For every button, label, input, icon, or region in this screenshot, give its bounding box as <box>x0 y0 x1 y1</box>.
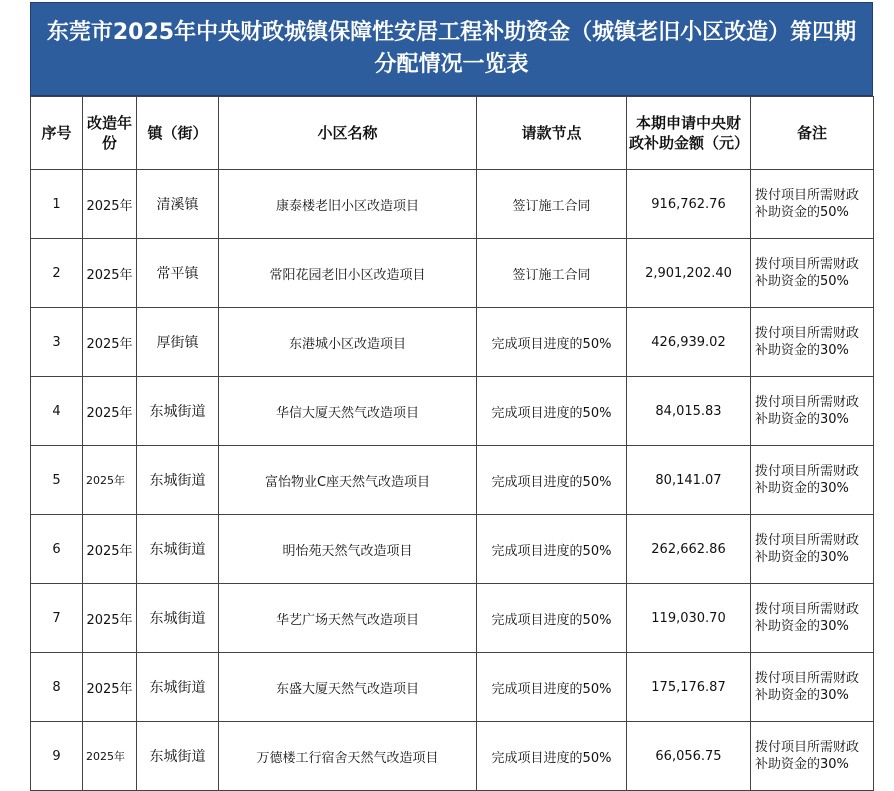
cell-year: 2025年 <box>83 308 137 377</box>
cell-name: 东港城小区改造项目 <box>219 308 477 377</box>
cell-year: 2025年 <box>83 515 137 584</box>
allocation-sheet <box>30 2 873 791</box>
cell-note: 拨付项目所需财政补助资金的50% <box>751 239 874 308</box>
table-row <box>31 722 874 791</box>
header-year: 改造年份 <box>83 97 137 170</box>
table-row <box>31 308 874 377</box>
cell-no: 5 <box>31 446 83 515</box>
header-note: 备注 <box>751 97 874 170</box>
cell-node: 签订施工合同 <box>477 170 627 239</box>
cell-node: 完成项目进度的50% <box>477 653 627 722</box>
table-row <box>31 377 874 446</box>
cell-year: 2025年 <box>83 239 137 308</box>
table-row <box>31 584 874 653</box>
table-row <box>31 170 874 239</box>
cell-town: 东城街道 <box>137 446 219 515</box>
table-row <box>31 515 874 584</box>
cell-amount: 80,141.07 <box>627 446 751 515</box>
cell-name: 华信大厦天然气改造项目 <box>219 377 477 446</box>
cell-no: 9 <box>31 722 83 791</box>
cell-no: 4 <box>31 377 83 446</box>
cell-note: 拨付项目所需财政补助资金的30% <box>751 653 874 722</box>
cell-town: 东城街道 <box>137 377 219 446</box>
cell-name: 常阳花园老旧小区改造项目 <box>219 239 477 308</box>
cell-no: 3 <box>31 308 83 377</box>
cell-amount: 66,056.75 <box>627 722 751 791</box>
allocation-table <box>30 96 874 791</box>
cell-amount: 262,662.86 <box>627 515 751 584</box>
cell-node: 完成项目进度的50% <box>477 446 627 515</box>
header-node: 请款节点 <box>477 97 627 170</box>
header-amount: 本期申请中央财政补助金额（元） <box>627 97 751 170</box>
cell-town: 常平镇 <box>137 239 219 308</box>
cell-name: 东盛大厦天然气改造项目 <box>219 653 477 722</box>
cell-year: 2025年 <box>83 584 137 653</box>
cell-amount: 175,176.87 <box>627 653 751 722</box>
cell-name: 万德楼工行宿舍天然气改造项目 <box>219 722 477 791</box>
cell-node: 签订施工合同 <box>477 239 627 308</box>
header-name: 小区名称 <box>219 97 477 170</box>
table-title: 东莞市2025年中央财政城镇保障性安居工程补助资金（城镇老旧小区改造）第四期分配情况一览表 <box>30 2 873 96</box>
cell-amount: 2,901,202.40 <box>627 239 751 308</box>
cell-note: 拨付项目所需财政补助资金的30% <box>751 377 874 446</box>
cell-node: 完成项目进度的50% <box>477 308 627 377</box>
table-row <box>31 239 874 308</box>
cell-name: 华艺广场天然气改造项目 <box>219 584 477 653</box>
cell-amount: 916,762.76 <box>627 170 751 239</box>
cell-year: 2025年 <box>83 722 137 791</box>
table-row <box>31 653 874 722</box>
table-row <box>31 446 874 515</box>
cell-note: 拨付项目所需财政补助资金的30% <box>751 584 874 653</box>
cell-note: 拨付项目所需财政补助资金的30% <box>751 446 874 515</box>
cell-year: 2025年 <box>83 446 137 515</box>
cell-town: 东城街道 <box>137 653 219 722</box>
cell-no: 8 <box>31 653 83 722</box>
cell-year: 2025年 <box>83 170 137 239</box>
cell-note: 拨付项目所需财政补助资金的30% <box>751 308 874 377</box>
header-town: 镇（街） <box>137 97 219 170</box>
cell-amount: 84,015.83 <box>627 377 751 446</box>
cell-node: 完成项目进度的50% <box>477 515 627 584</box>
cell-name: 康泰楼老旧小区改造项目 <box>219 170 477 239</box>
cell-name: 富怡物业C座天然气改造项目 <box>219 446 477 515</box>
cell-no: 6 <box>31 515 83 584</box>
cell-town: 东城街道 <box>137 722 219 791</box>
cell-node: 完成项目进度的50% <box>477 584 627 653</box>
cell-no: 2 <box>31 239 83 308</box>
cell-town: 厚街镇 <box>137 308 219 377</box>
cell-year: 2025年 <box>83 653 137 722</box>
cell-no: 1 <box>31 170 83 239</box>
cell-node: 完成项目进度的50% <box>477 377 627 446</box>
cell-note: 拨付项目所需财政补助资金的30% <box>751 722 874 791</box>
cell-note: 拨付项目所需财政补助资金的30% <box>751 515 874 584</box>
cell-name: 明怡苑天然气改造项目 <box>219 515 477 584</box>
header-no: 序号 <box>31 97 83 170</box>
cell-node: 完成项目进度的50% <box>477 722 627 791</box>
cell-town: 清溪镇 <box>137 170 219 239</box>
cell-year: 2025年 <box>83 377 137 446</box>
cell-amount: 426,939.02 <box>627 308 751 377</box>
cell-town: 东城街道 <box>137 515 219 584</box>
cell-no: 7 <box>31 584 83 653</box>
cell-amount: 119,030.70 <box>627 584 751 653</box>
cell-note: 拨付项目所需财政补助资金的50% <box>751 170 874 239</box>
header-row <box>31 97 874 170</box>
cell-town: 东城街道 <box>137 584 219 653</box>
